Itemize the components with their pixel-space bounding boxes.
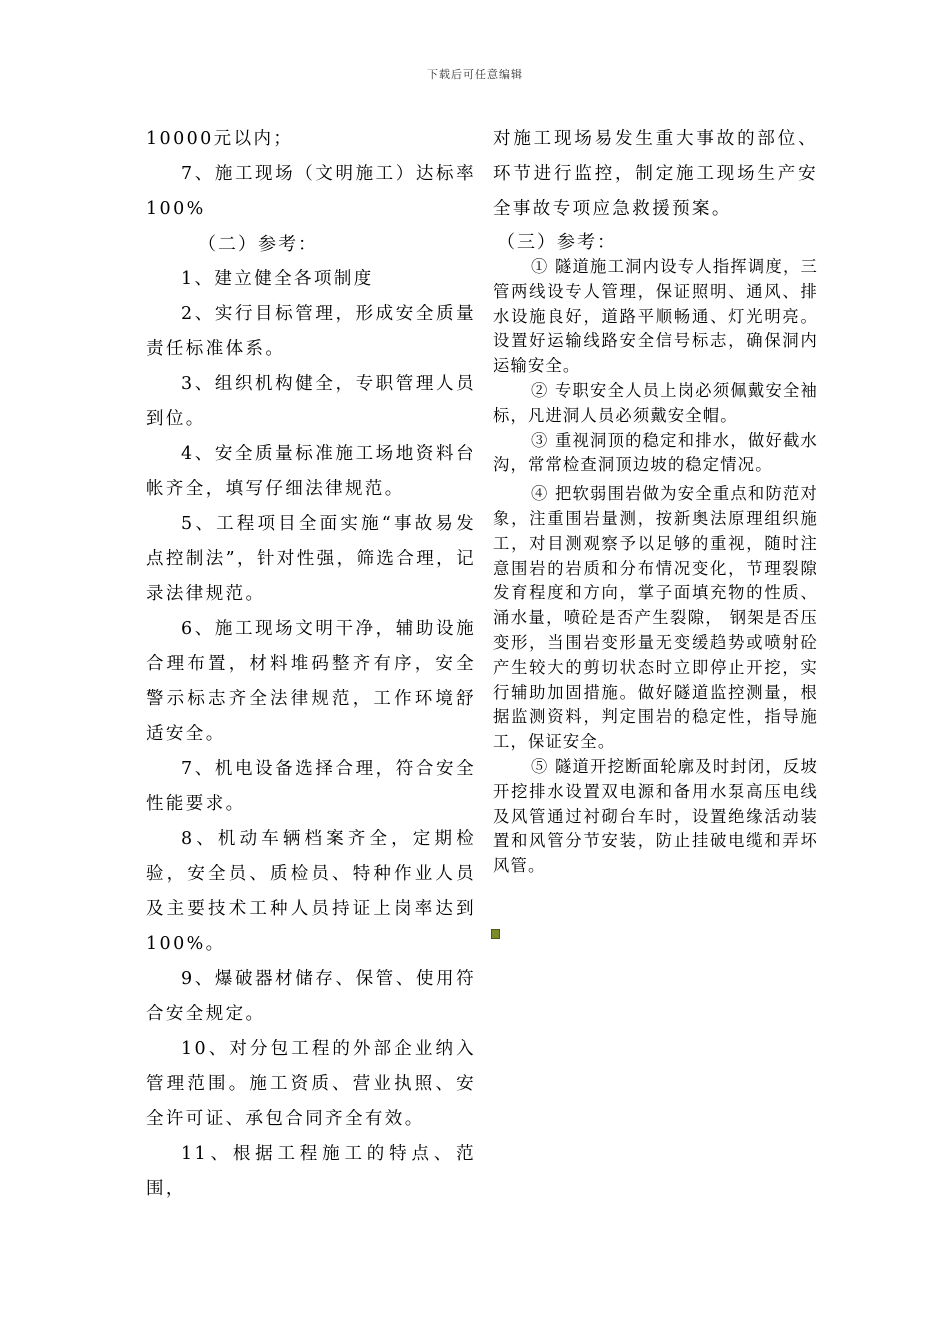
page-header: 下载后可任意编辑 — [427, 68, 523, 81]
left-paragraph: 4、安全质量标准施工场地资料台帐齐全，填写仔细法律规范。 — [146, 444, 476, 499]
reference-item: ① 隧道施工洞内设专人指挥调度，三管两线设专人管理，保证照明、通风、排水设施良好，道路平顺畅通、灯光明亮。设置好运输线路安全信号标志，确保洞内运输安全。 — [493, 257, 818, 376]
left-paragraph: 5、工程项目全面实施“事故易发点控制法”，针对性强，筛选合理，记录法律规范。 — [146, 514, 476, 604]
left-paragraph: 2、实行目标管理，形成安全质量责任标准体系。 — [146, 304, 476, 359]
reference-item: ⑤ 隧道开挖断面轮廓及时封闭，反坡开挖排水设置双电源和备用水泵高压电线及风管通过衬砌台车时，设置绝缘活动装置和风管分节安装，防止挂破电缆和弄坏风管。 — [493, 756, 818, 876]
right-column — [493, 122, 818, 879]
section-heading-two: （二）参考： — [198, 234, 318, 255]
left-paragraph: 9、爆破器材储存、保管、使用符合安全规定。 — [146, 969, 476, 1024]
reference-item: ④ 把软弱围岩做为安全重点和防范对象，注重围岩量测，按新奥法原理组织施工，对目测观察予以足够的重视，随时注意围岩的岩质和分布情况变化，节理裂隙发育程度和方向，掌子面填充物的性质、涌水量，喷砼是否产生裂隙， 钢架是否压变形，当围岩变形量无变缓趋势或喷射砼产生较大的剪切状态时立即停止开挖，实行辅助加固措施。做好隧道监控测量，根据监测资料，判定围岩的稳定性，指导施工，保证安全。 — [493, 484, 818, 752]
left-paragraph: 8、机动车辆档案齐全，定期检验，安全员、质检员、特种作业人员及主要技术工种人员持证上岗率达到100%。 — [146, 829, 476, 954]
left-paragraph: 3、组织机构健全，专职管理人员到位。 — [146, 374, 476, 429]
left-paragraph: 10000元以内； — [146, 129, 294, 149]
left-paragraph: 10、对分包工程的外部企业纳入管理范围。施工资质、营业执照、安全许可证、承包合同齐全有效。 — [146, 1039, 476, 1129]
left-column — [146, 122, 476, 1207]
section-heading-three: （三）参考： — [497, 232, 617, 253]
left-paragraph: 6、施工现场文明干净，辅助设施合理布置，材料堆码整齐有序，安全警示标志齐全法律规范，工作环境舒适安全。 — [146, 619, 476, 744]
reference-item: ③ 重视洞顶的稳定和排水，做好截水沟，常常检查洞顶边坡的稳定情况。 — [493, 430, 818, 475]
left-paragraph: 7、机电设备选择合理，符合安全性能要求。 — [146, 759, 476, 814]
left-paragraph: 7、施工现场（文明施工）达标率100% — [146, 164, 476, 219]
reference-item: ② 专职安全人员上岗必须佩戴安全袖标，凡进洞人员必须戴安全帽。 — [493, 380, 818, 425]
left-paragraph: 1、建立健全各项制度 — [181, 269, 374, 289]
anchor-marker-icon — [491, 929, 500, 939]
right-intro-paragraph: 对施工现场易发生重大事故的部位、环节进行监控，制定施工现场生产安全事故专项应急救援预案。 — [493, 129, 818, 219]
left-paragraph: 11、根据工程施工的特点、范围， — [146, 1144, 476, 1199]
